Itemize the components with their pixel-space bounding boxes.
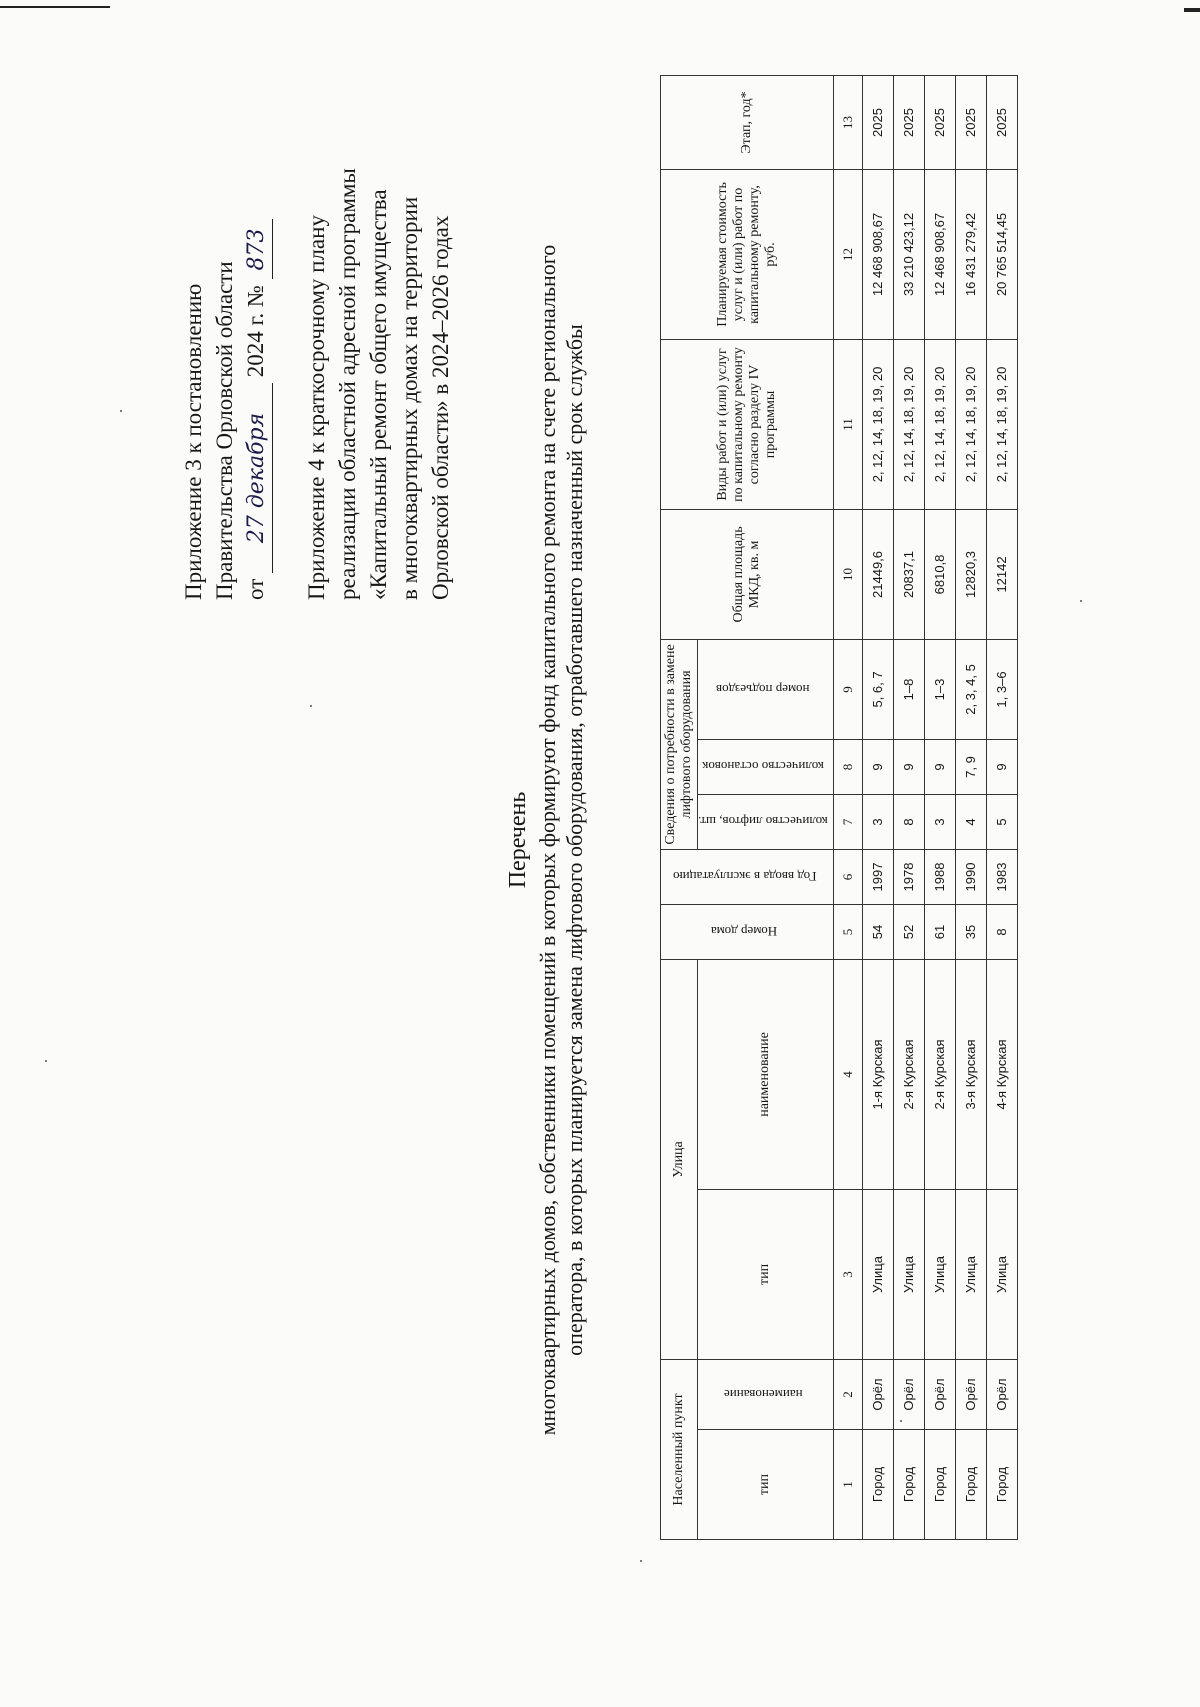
- col-header-settlement: Населенный пункт: [661, 1359, 698, 1539]
- column-number-row: [833, 75, 862, 1539]
- annex-line: Орловской области» в 2024–2026 годах: [428, 215, 453, 600]
- title-heading: Перечень: [505, 791, 531, 889]
- date-handwritten: 27 декабря: [241, 383, 273, 573]
- annex-line: «Капитальный ремонт общего имущества: [366, 189, 391, 600]
- col-header-stage: Этап, год*: [661, 75, 834, 169]
- col-header-elevator-count: количество лифтов, шт.: [698, 794, 834, 849]
- table-cell: Город: [955, 1430, 986, 1540]
- column-number: 1: [833, 1430, 862, 1540]
- table-cell: Улица: [924, 1189, 955, 1359]
- col-header-stop-count: количество остановок: [698, 739, 834, 794]
- col-header-house-number: Номер дома: [661, 904, 834, 959]
- table-cell: 12 468 908,67: [924, 169, 955, 339]
- table-cell: 1990: [955, 849, 986, 904]
- table-cell: 12 468 908,67: [862, 169, 893, 339]
- table-cell: 2025: [955, 75, 986, 169]
- table-cell: 3-я Курская: [955, 959, 986, 1189]
- title-line-1: многоквартирных домов, собственники помещений в которых формируют фонд капитального ремонта на счете регионального: [535, 244, 560, 1436]
- rotated-page: [0, 30, 1120, 1630]
- table-row: [924, 75, 955, 1539]
- table-cell: 5: [986, 794, 1017, 849]
- table-cell: 6810,8: [924, 509, 955, 639]
- column-number: 3: [833, 1189, 862, 1359]
- table-cell: 52: [893, 904, 924, 959]
- table-cell: 2, 12, 14, 18, 19, 20: [955, 339, 986, 509]
- table-cell: 16 431 279,42: [955, 169, 986, 339]
- column-number: 12: [833, 169, 862, 339]
- table-cell: 2, 12, 14, 18, 19, 20: [986, 339, 1017, 509]
- table-cell: Орёл: [893, 1359, 924, 1429]
- col-header-entrance-number: номер подъездов: [698, 639, 834, 739]
- table-cell: Город: [924, 1430, 955, 1540]
- column-number: 2: [833, 1359, 862, 1429]
- table-cell: 3: [924, 794, 955, 849]
- table-cell: 2, 12, 14, 18, 19, 20: [893, 339, 924, 509]
- col-header-street-type: тип: [698, 1189, 834, 1359]
- corner-mark: [1184, 8, 1200, 12]
- table-cell: Город: [986, 1430, 1017, 1540]
- table-cell: 1988: [924, 849, 955, 904]
- column-number: 10: [833, 509, 862, 639]
- table-cell: Город: [893, 1430, 924, 1540]
- column-number: 11: [833, 339, 862, 509]
- table-cell: Улица: [955, 1189, 986, 1359]
- table-cell: 54: [862, 904, 893, 959]
- table-cell: Улица: [986, 1189, 1017, 1359]
- table-cell: 2, 12, 14, 18, 19, 20: [924, 339, 955, 509]
- table-cell: 2025: [986, 75, 1017, 169]
- table-cell: 12142: [986, 509, 1017, 639]
- table-cell: 2025: [924, 75, 955, 169]
- table-cell: 4: [955, 794, 986, 849]
- date-prefix: от: [243, 578, 268, 600]
- table-cell: Улица: [862, 1189, 893, 1359]
- col-header-settlement-type: тип: [698, 1430, 834, 1540]
- table-cell: 1-я Курская: [862, 959, 893, 1189]
- table-cell: 9: [986, 739, 1017, 794]
- table-cell: 2-я Курская: [893, 959, 924, 1189]
- col-header-settlement-name: наименование: [698, 1359, 834, 1429]
- table-cell: 1, 3–6: [986, 639, 1017, 739]
- top-rule: [0, 6, 110, 8]
- appendix-header: [178, 100, 456, 600]
- table-cell: 2025: [862, 75, 893, 169]
- col-header-area: Общая площадь МКД, кв. м: [661, 509, 834, 639]
- table-cell: 1–8: [893, 639, 924, 739]
- table-cell: 2, 3, 4, 5: [955, 639, 986, 739]
- column-number: 8: [833, 739, 862, 794]
- col-header-street: Улица: [661, 959, 698, 1359]
- table-cell: 12820,3: [955, 509, 986, 639]
- table-cell: 20837,1: [893, 509, 924, 639]
- table-cell: 20 765 514,45: [986, 169, 1017, 339]
- table-cell: 1983: [986, 849, 1017, 904]
- table-cell: 8: [986, 904, 1017, 959]
- table-row: [862, 75, 893, 1539]
- appendix-date-line: [240, 100, 273, 600]
- table-row: [955, 75, 986, 1539]
- table-cell: 21449,6: [862, 509, 893, 639]
- table-cell: 9: [924, 739, 955, 794]
- table-cell: 35: [955, 904, 986, 959]
- column-number: 6: [833, 849, 862, 904]
- title-line-2: оператора, в которых планируется замена лифтового оборудования, отработавшего назначенный срок службы: [562, 324, 587, 1356]
- col-header-year: Год ввода в эксплуатацию: [661, 849, 834, 904]
- table-cell: 9: [893, 739, 924, 794]
- table-cell: Город: [862, 1430, 893, 1540]
- appendix-line-2: Правительства Орловской области: [212, 261, 237, 600]
- appendix-line-1: Приложение 3 к постановлению: [181, 283, 206, 600]
- table-cell: 2, 12, 14, 18, 19, 20: [862, 339, 893, 509]
- table-cell: 7, 9: [955, 739, 986, 794]
- table-cell: 2025: [893, 75, 924, 169]
- houses-table: [660, 75, 1018, 1540]
- table-cell: 8: [893, 794, 924, 849]
- table-cell: 1978: [893, 849, 924, 904]
- table-cell: 4-я Курская: [986, 959, 1017, 1189]
- table-cell: 9: [862, 739, 893, 794]
- annex-line: реализации областной адресной программы: [335, 168, 360, 600]
- table-cell: Орёл: [986, 1359, 1017, 1429]
- table-cell: Орёл: [924, 1359, 955, 1429]
- col-header-elevator-need: Сведения о потребности в замене лифтового оборудования: [661, 639, 698, 849]
- column-number: 5: [833, 904, 862, 959]
- table-cell: Улица: [893, 1189, 924, 1359]
- col-header-street-name: наименование: [698, 959, 834, 1189]
- decree-number-handwritten: 873: [241, 219, 273, 279]
- table-row: [986, 75, 1017, 1539]
- date-year: 2024 г. №: [243, 285, 268, 378]
- table-cell: 33 210 423,12: [893, 169, 924, 339]
- document-title: [505, 110, 588, 1570]
- table-cell: 1–3: [924, 639, 955, 739]
- annex-line: в многоквартирных домах на территории: [397, 196, 422, 600]
- column-number: 13: [833, 75, 862, 169]
- table-cell: 3: [862, 794, 893, 849]
- table-cell: Орёл: [862, 1359, 893, 1429]
- column-number: 9: [833, 639, 862, 739]
- table-row: [893, 75, 924, 1539]
- table-cell: 61: [924, 904, 955, 959]
- annex-line: Приложение 4 к краткосрочному плану: [304, 215, 329, 600]
- column-number: 7: [833, 794, 862, 849]
- table-cell: 1997: [862, 849, 893, 904]
- table-cell: Орёл: [955, 1359, 986, 1429]
- table-cell: 2-я Курская: [924, 959, 955, 1189]
- col-header-work-types: Виды работ и (или) услуг по капитальному ремонту согласно разделу IV программы: [661, 339, 834, 509]
- column-number: 4: [833, 959, 862, 1189]
- col-header-cost: Планируемая стоимость услуг и (или) работ по капитальному ремонту, руб.: [661, 169, 834, 339]
- table-cell: 5, 6, 7: [862, 639, 893, 739]
